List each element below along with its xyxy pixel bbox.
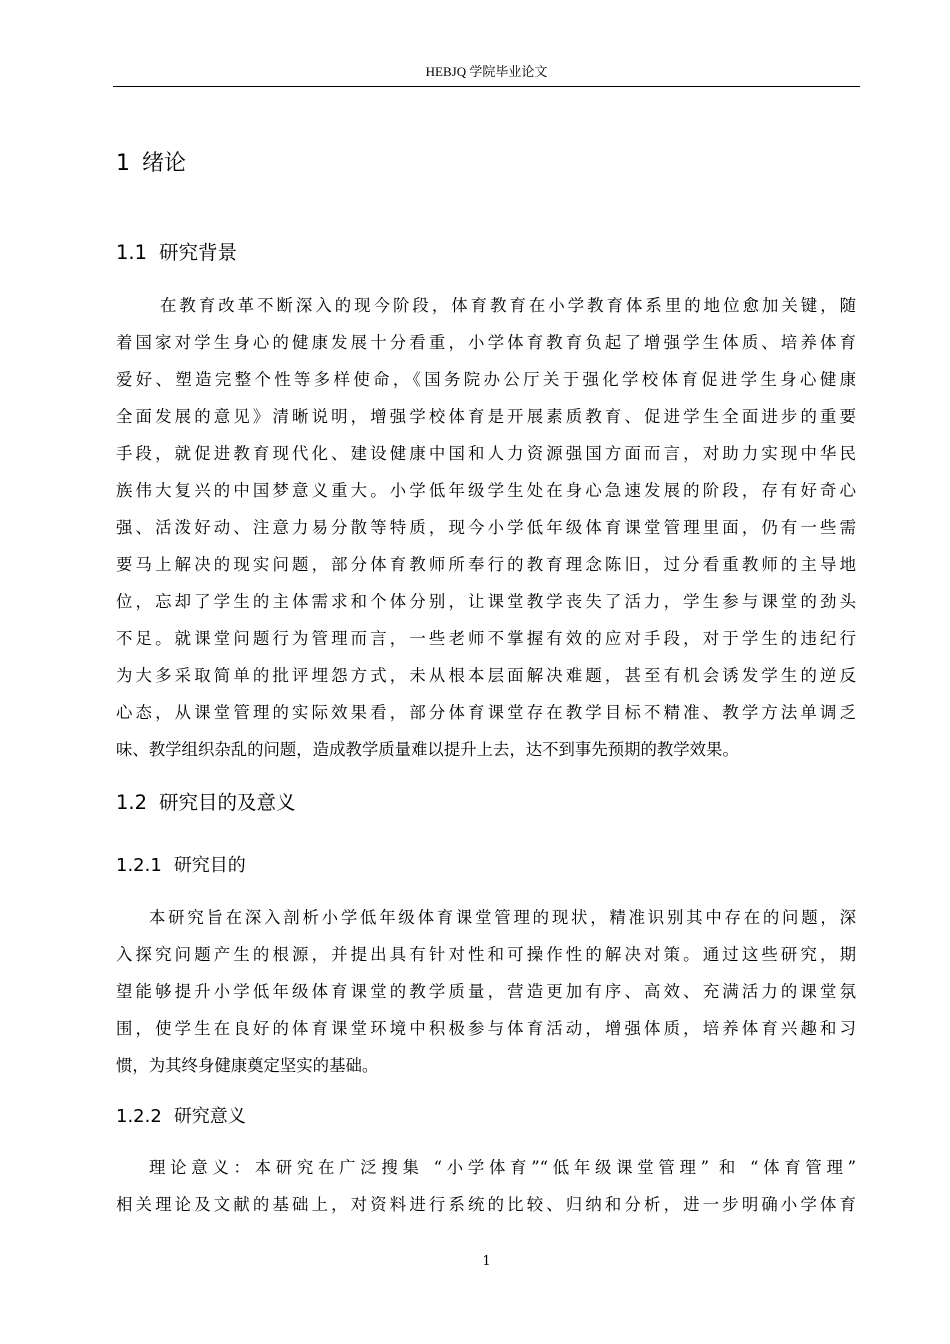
paragraph-line: 心态，从课堂管理的实际效果看，部分体育课堂存在教学目标不精准、教学方法单调乏 [116, 703, 856, 722]
page-header: HEBJQ 学院毕业论文 [425, 64, 548, 79]
chapter-number: 1 [116, 151, 130, 176]
section-heading-1-2 [116, 789, 296, 817]
paragraph-line: 不足。就课堂问题行为管理而言，一些老师不掌握有效的应对手段，对于学生的违纪行 [116, 629, 856, 648]
paragraph-line: 理论意义：本研究在广泛搜集 “小学体育”“低年级课堂管理” 和 “体育管理” [149, 1158, 856, 1177]
paragraph-line: 围，使学生在良好的体育课堂环境中积极参与体育活动，增强体质，培养体育兴趣和习 [116, 1019, 856, 1038]
paragraph-line: 味、教学组织杂乱的问题，造成教学质量难以提升上去，达不到事先预期的教学效果。 [116, 740, 739, 759]
paragraph-line: 在教育改革不断深入的现今阶段，体育教育在小学教育体系里的地位愈加关键，随 [160, 296, 856, 315]
subsection-title: 研究意义 [173, 1106, 246, 1127]
subsection-number: 1.2.1 [116, 855, 162, 876]
paragraph-line: 相关理论及文献的基础上，对资料进行系统的比较、归纳和分析，进一步明确小学体育 [116, 1195, 856, 1214]
paragraph-line: 强、活泼好动、注意力易分散等特质，现今小学低年级体育课堂管理里面，仍有一些需 [116, 518, 856, 537]
subsection-heading-1-2-2 [116, 1104, 246, 1130]
paragraph-line: 入探究问题产生的根源，并提出具有针对性和可操作性的解决对策。通过这些研究，期 [116, 945, 856, 964]
paragraph-line: 族伟大复兴的中国梦意义重大。小学低年级学生处在身心急速发展的阶段，存有好奇心 [116, 481, 856, 500]
subsection-heading-1-2-1 [116, 853, 246, 879]
section-title: 研究目的及意义 [159, 791, 296, 814]
paragraph-line: 本研究旨在深入剖析小学低年级体育课堂管理的现状，精准识别其中存在的问题，深 [149, 908, 856, 927]
section-title: 研究背景 [159, 241, 238, 264]
section-number: 1.2 [116, 791, 148, 814]
chapter-title: 绪论 [142, 151, 187, 176]
paragraph-line: 要马上解决的现实问题，部分体育教师所奉行的教育理念陈旧，过分看重教师的主导地 [116, 555, 856, 574]
section-number: 1.1 [116, 241, 148, 264]
subsection-number: 1.2.2 [116, 1106, 162, 1127]
paragraph-line: 爱好、塑造完整个性等多样使命，《国务院办公厅关于强化学校体育促进学生身心健康 [116, 370, 856, 389]
chapter-heading [116, 148, 186, 180]
paragraph-line: 为大多采取简单的批评埋怨方式，未从根本层面解决难题，甚至有机会诱发学生的逆反 [116, 666, 856, 685]
paragraph-line: 位，忘却了学生的主体需求和个体分别，让课堂教学丧失了活力，学生参与课堂的劲头 [116, 592, 856, 611]
paragraph-line: 手段，就促进教育现代化、建设健康中国和人力资源强国方面而言，对助力实现中华民 [116, 444, 856, 463]
paragraph-line: 全面发展的意见》清晰说明，增强学校体育是开展素质教育、促进学生全面进步的重要 [116, 407, 856, 426]
page-number: 1 [482, 1254, 491, 1269]
subsection-title: 研究目的 [173, 855, 246, 876]
header-divider [113, 86, 860, 87]
paragraph-line: 着国家对学生身心的健康发展十分看重，小学体育教育负起了增强学生体质、培养体育 [116, 333, 856, 352]
paragraph-line: 望能够提升小学低年级体育课堂的教学质量，营造更加有序、高效、充满活力的课堂氛 [116, 982, 856, 1001]
section-heading-1-1 [116, 239, 237, 267]
paragraph-line: 惯，为其终身健康奠定坚实的基础。 [116, 1056, 379, 1075]
